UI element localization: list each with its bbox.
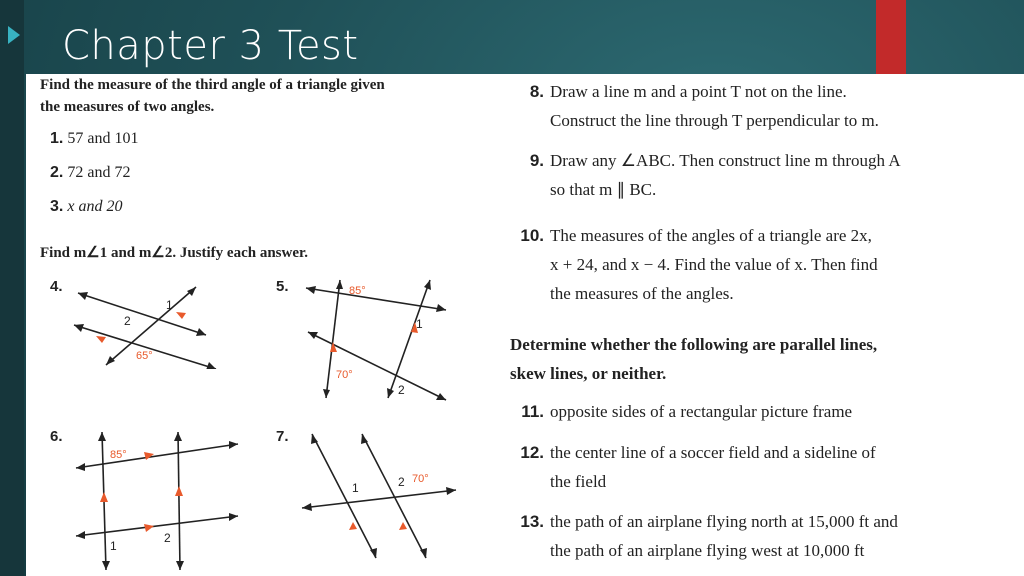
arrowhead-icon [74, 324, 84, 332]
parallel-marker-icon [176, 312, 186, 319]
problem-text: Construct the line through T perpendicular to m. [550, 111, 879, 130]
instruction-line: Find the measure of the third angle of a triangle given [40, 77, 385, 93]
instruction-line: the measures of two angles. [40, 99, 215, 115]
problem-number: 8. [529, 82, 544, 101]
figure-4-diagram [66, 279, 226, 369]
problem-11 [506, 397, 852, 426]
slide-title: Chapter 3 Test [62, 23, 359, 69]
arrowhead-icon [98, 432, 106, 441]
angle-measure: 85° [349, 285, 366, 297]
red-accent-block [876, 0, 906, 76]
parallel-marker-icon [100, 492, 108, 502]
arrowhead-icon [436, 304, 446, 312]
figure-7-number: 7. [276, 428, 289, 445]
figure-7-diagram [296, 426, 496, 566]
figure-5-diagram [296, 274, 496, 404]
slide-arrow-icon [8, 26, 20, 44]
arrowhead-icon [306, 286, 316, 294]
problem-13 [506, 507, 898, 565]
line [306, 288, 446, 310]
arrowhead-icon [196, 328, 206, 336]
angle-label: 1 [416, 317, 423, 331]
problem-9 [506, 146, 901, 204]
figure-4-number: 4. [50, 278, 63, 295]
angle-label: 2 [124, 314, 131, 328]
transversal [388, 280, 430, 398]
arrowhead-icon [302, 503, 312, 511]
problem-text: the center line of a soccer field and a sideline of [550, 443, 876, 462]
angle-label: 2 [398, 383, 405, 397]
problem-text: the path of an airplane flying north at 15,000 ft and [550, 512, 898, 531]
parallel-marker-icon [144, 524, 154, 532]
problem-text: Draw a line m and a point T not on the line. [550, 82, 847, 101]
problem-number: 1. [50, 130, 64, 147]
angle-measure: 65° [136, 350, 153, 362]
arrowhead-icon [102, 561, 110, 570]
parallel-marker-icon [96, 336, 106, 343]
problem-text: 57 and 101 [67, 130, 139, 147]
instruction-line: Determine whether the following are parallel lines, [510, 335, 878, 354]
parallel-marker-icon [349, 522, 357, 530]
angle-label: 1 [166, 298, 173, 312]
parallel-marker-icon [399, 522, 407, 530]
problem-text: 72 and 72 [67, 164, 131, 181]
arrowhead-icon [424, 280, 431, 290]
problem-text: opposite sides of a rectangular picture frame [550, 402, 853, 421]
arrowhead-icon [446, 487, 456, 495]
problem-number: 2. [50, 164, 64, 181]
problem-text: x and 20 [67, 198, 123, 215]
problem-text: the path of an airplane flying west at 10,000 ft [550, 541, 865, 560]
problem-number: 11. [521, 402, 544, 421]
line [78, 293, 206, 335]
arrowhead-icon [206, 362, 216, 369]
arrowhead-icon [387, 388, 394, 398]
problem-text: so that m ∥ BC. [550, 180, 657, 199]
line [76, 516, 238, 536]
line [362, 434, 426, 558]
angle-label: 1 [110, 539, 117, 553]
line [76, 444, 238, 468]
problem-text: The measures of the angles of a triangle are 2x, [550, 226, 872, 245]
line [308, 332, 446, 400]
problem-10 [506, 221, 878, 308]
angle-label: 2 [398, 475, 405, 489]
problem-number: 9. [529, 151, 544, 170]
instruction-block [510, 330, 877, 388]
left-worksheet-panel [26, 74, 506, 576]
problem-1 [50, 130, 138, 148]
problem-text: Draw any ∠ABC. Then construct line m through A [550, 151, 901, 170]
problem-number: 10. [520, 226, 544, 245]
problem-number: 12. [520, 443, 544, 462]
angle-label: 1 [352, 481, 359, 495]
problem-2 [50, 164, 130, 182]
arrowhead-icon [78, 292, 88, 300]
problem-12 [506, 438, 876, 496]
figure-6-number: 6. [50, 428, 63, 445]
angle-label: 2 [164, 531, 171, 545]
instruction-line-2: Find m∠1 and m∠2. Justify each answer. [40, 245, 309, 261]
problem-number: 3. [50, 198, 64, 215]
left-accent-bar [0, 0, 24, 576]
problem-8 [506, 77, 879, 135]
angle-measure: 85° [110, 449, 127, 461]
problem-text: the measures of the angles. [550, 284, 734, 303]
arrowhead-icon [176, 561, 184, 570]
transversal [302, 490, 456, 508]
problem-text: x + 24, and x − 4. Find the value of x. Then find [550, 255, 878, 274]
parallel-marker-icon [175, 486, 183, 496]
instruction-line: skew lines, or neither. [510, 364, 667, 383]
angle-measure: 70° [412, 473, 429, 485]
problem-3 [50, 198, 122, 216]
arrowhead-icon [336, 280, 343, 289]
angle-measure: 70° [336, 369, 353, 381]
figure-5-number: 5. [276, 278, 289, 295]
right-worksheet-panel [506, 74, 1024, 576]
figure-6-diagram [66, 424, 246, 574]
arrowhead-icon [229, 513, 238, 521]
arrowhead-icon [76, 531, 85, 539]
arrowhead-icon [174, 432, 182, 441]
line [312, 434, 376, 558]
problem-text: the field [550, 472, 607, 491]
arrowhead-icon [323, 389, 330, 398]
problem-number: 13. [520, 512, 544, 531]
